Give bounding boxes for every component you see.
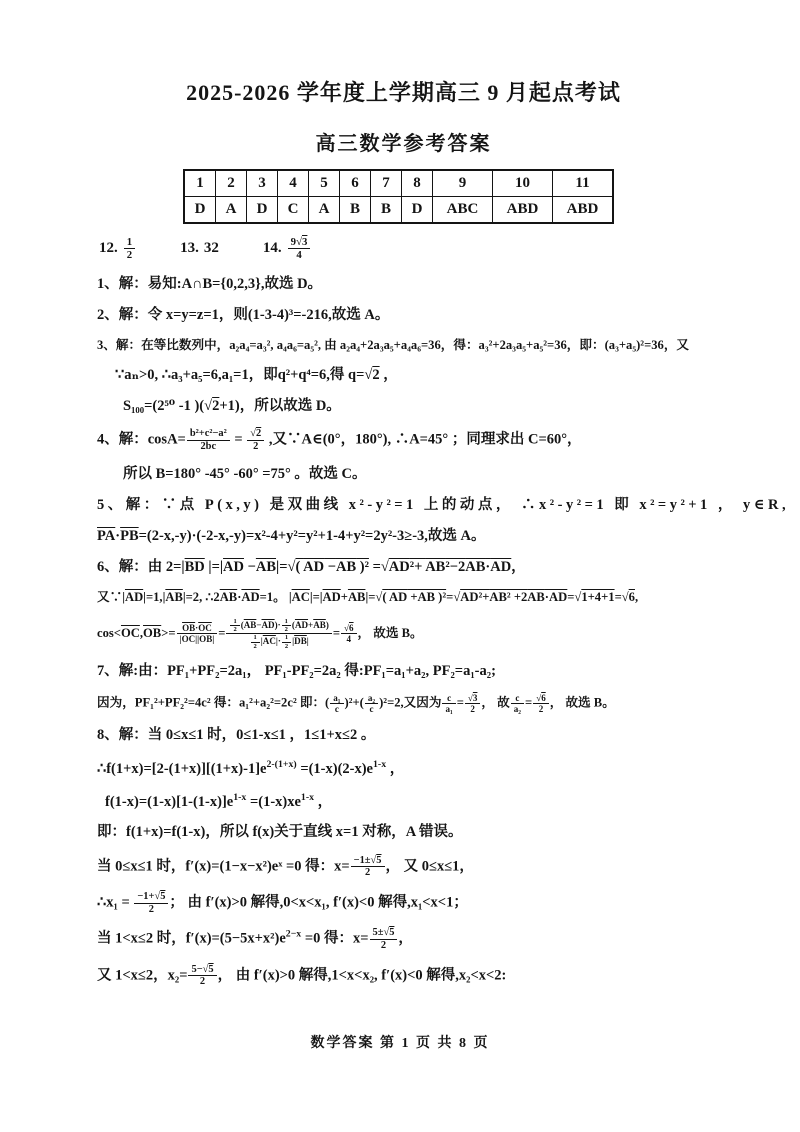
solution-line: 当 0≤x≤1 时，f′(x)=(1−x−x²)eˣ =0 得：x= $\frac{-1\pm√5}{2}$ ， 又 0≤x≤1， [97,854,474,879]
answer-cell: D [402,197,433,224]
solution-line: 3、解：在等比数列中，a₂a₄=a₃², a₄a₆=a₅², 由 a₂a₄+2a₃a₅+a₄a₆=36，得：a₃²+2a₃a₅+a₅²=36，即：(a₃+a₅)²=36，又 [97,338,690,353]
page-content [0,76,800,988]
fill-in-label: 13. [180,240,199,257]
answer-cell: C [278,197,309,224]
solution-line: ∵aₙ>0, ∴a₃+a₅=6,a₁=1，即q²+q⁴=6,得 q=√2 ， [115,367,398,384]
question-number-cell: 4 [278,170,309,197]
question-number-cell: 1 [184,170,216,197]
exam-title: 2025-2026 学年度上学期高三 9 月起点考试 [186,80,621,105]
question-number-cell: 8 [402,170,433,197]
solution-line: S₁₀₀=(2⁵⁰ -1 )(√2+1)，所以故选 D。 [123,398,341,415]
solutions [97,275,790,988]
solution-line: 又$\because|\overline{AD}|=1,|\overline{AB}|=2$, $\therefore 2\overline{AB}\cdot\overline{AD}=1$。 $|\overline{AC}|=|\overline{AD}+\overline{AB}|=√$( AD +AB )²=√AD²+AB² +2AB·AD=√1+4+1=√6, [97,590,639,605]
fill-in-answers [99,236,710,261]
solution-line: 因为，PF₁²+PF₂²=4c² 得：a₁²+a₂²=2c² 即：( $\frac{\text{a₁}}{c}$ )²+( $\frac{\text{a₂}}{c}$ )²=2,又因为 $\frac{c}{\text{a₁}}$ = $\frac{√3}{2}$ ， 故 $\frac{c}{\text{a₂}}$ = $\frac{√6}{2}$ ， 故选 B。 [97,693,615,715]
question-number-cell: 9 [433,170,493,197]
fill-in-value: $\frac{1}{2}$ [123,236,136,261]
solution-line: 当 1<x≤2 时，$f'(x)=(5-5x+x^2)e^{2-x} =0$ 得：x= $\frac{5\pm√5}{2}$ ， [97,927,413,952]
fill-in-answer [180,240,219,257]
answer-cell: D [247,197,278,224]
solution-line: $\cos<\overline{OC},\overline{OB}>=$ $\frac{\overline{OB}\cdot\overline{OC}}{|\overline{OC}||\overline{OB}|}$ = $\frac{1}{2}$ $(\overline{AB}-\overline{AD})\cdot$ $\frac{1}{2}$ $(\overline{AD}+\overline{AB})$ $\frac{1}{2}$ $|\overline{AC}|\cdot$ $\frac{1}{2}$ $|\overline{DB}|$ = $\frac{√6}{4}$ ， 故选 B。 [97,617,423,650]
solution-line: $\overline{PA}\cdot\overline{PB}=(2-x,-y)\cdot(-2-x,-y)=x^2-4+y^2=y^2+1-4+y^2=2y^2-3\ge-3$,故选 A。 [97,527,486,544]
solution-line: 8、解：当 0≤x≤1 时，0≤1-x≤1 ，1≤1+x≤2 。 [97,727,376,744]
answer-cell: ABD [553,197,614,224]
solution-line: 5、解：∵点 P(x,y) 是双曲线 x²-y²=1 上的动点， ∴x²-y²=1 即 x²=y²+1 ， y∈R, [97,496,790,513]
solution-line: 4、解：cosA= $\frac{\text{b²+c²−a²}}{2bc}$ = $\frac{√2}{2}$ ,又∵A∈(0°，180°), ∴A=45° ；同理求出 C=60°， [97,428,582,452]
solution-line: $f(1-x)=(1-x)[1-(1-x)]e^{1-x} =(1-x)xe^{1-x}$ ， [105,791,333,810]
solution-line: $\therefore f(1+x)=[2-(1+x)][(1+x)-1]e^{2-(1+x)} =(1-x)(2-x)e^{1-x}$ ， [97,758,405,777]
fill-in-answer [99,236,136,261]
answer-row [184,197,613,224]
solution-block [97,275,710,294]
answer-cell: ABC [433,197,493,224]
exam-subtitle: 高三数学参考答案 [315,133,492,155]
solution-block [97,558,710,650]
fill-in-answer [263,236,312,261]
solution-line: 即：f(1+x)=f(1-x)，所以 f(x)关于直线 x=1 对称，A 错误。 [97,824,463,841]
question-number-cell: 3 [247,170,278,197]
fill-in-value: 32 [203,240,219,257]
solution-line: ∴x₁ = $\frac{-1+√5}{2}$ ； 由 f′(x)>0 解得,0<x<x₁, f′(x)<0 解得,x₁<x<1； [97,890,468,915]
question-number-cell: 10 [493,170,553,197]
answer-cell: A [309,197,340,224]
solution-block [97,306,710,325]
question-number-cell: 2 [216,170,247,197]
answer-cell: B [371,197,402,224]
question-number-cell: 5 [309,170,340,197]
page-footer [0,1032,800,1052]
solution-line: 1、解：易知:A∩B={0,2,3},故选 D。 [97,276,323,293]
answer-cell: A [216,197,247,224]
page-footer-text: 数学答案 第 1 页 共 8 页 [310,1036,490,1051]
solution-line: 又 1<x≤2，x₂= $\frac{5-√5}{2}$ ， 由 f′(x)>0 解得,1<x<x₂, f′(x)<0 解得,x₂<x<2: [97,963,507,988]
solution-line: 所以 B=180° -45° -60° =75° 。故选 C。 [123,465,367,482]
question-number-cell: 7 [371,170,402,197]
solution-block [97,496,790,546]
solution-line: 7、解:由：PF₁+PF₂=2a₁， PF₁-PF₂=2a₂ 得:PF₁=a₁+a₂, PF₂=a₁-a₂; [97,663,496,679]
question-number-cell: 6 [340,170,371,197]
solution-block [97,337,710,416]
question-number-cell: 11 [553,170,614,197]
fill-in-value: $\frac{9√3}{4}$ [287,236,312,261]
solution-line: 2、解：令 x=y=z=1，则(1-3-4)³=-216,故选 A。 [97,307,390,324]
answer-cell: B [340,197,371,224]
answer-cell: ABD [493,197,553,224]
fill-in-label: 12. [99,240,118,257]
solution-line: 6、解：由 $2=|\overline{BD}$ $|=|\overline{AD} -\overline{AB}|=√$( AD −AB )² =√AD²+ AB²−2AB·AD， [97,559,526,576]
question-number-row [184,170,613,197]
answer-cell: D [184,197,216,224]
answer-table [183,169,614,224]
fill-in-label: 14. [262,240,282,257]
solution-block [97,428,710,484]
solution-block [97,726,710,988]
solution-block [97,662,710,714]
